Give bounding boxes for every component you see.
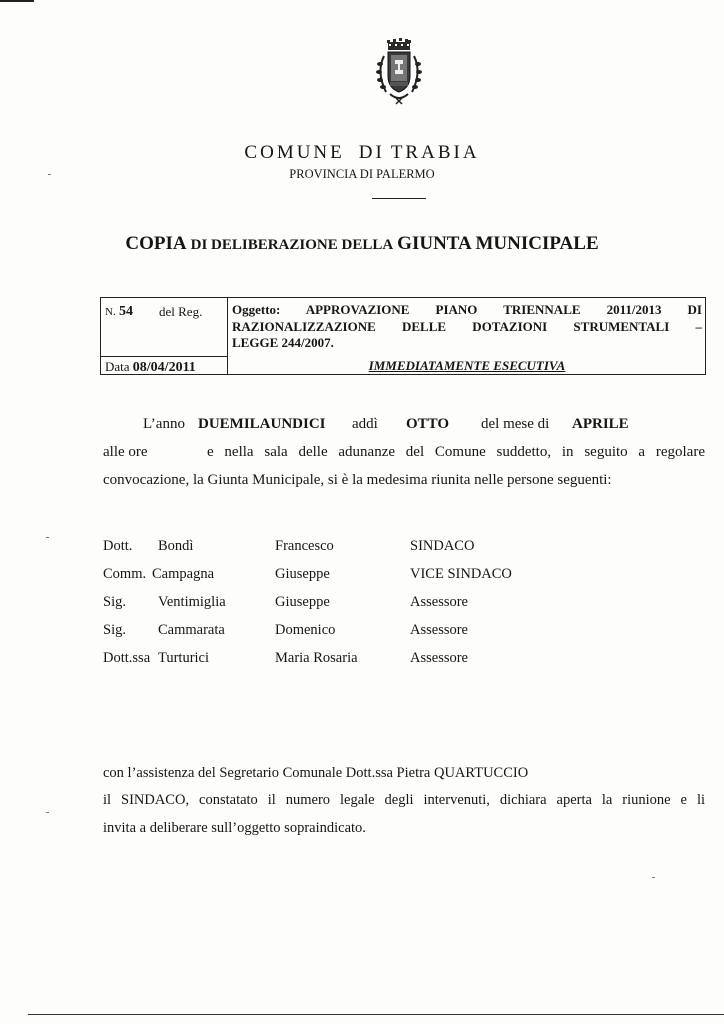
register-box	[100, 297, 706, 375]
comune-heading	[0, 142, 724, 164]
closing-line-1: con l’assistenza del Segretario Comunale Dott.ssa Pietra QUARTUCCIO	[103, 765, 529, 781]
title-middle: DI DELIBERAZIONE DELLA	[190, 237, 394, 253]
member-name: Francesco	[275, 538, 334, 554]
member-surname: Campagna	[152, 566, 215, 582]
date-label: Data	[105, 359, 130, 374]
scan-speck	[46, 812, 49, 813]
register-divider	[227, 298, 228, 374]
comune-word: TRABIA	[390, 142, 480, 163]
member-title: Dott.	[103, 538, 133, 554]
closing-line-3: invita a deliberare sull’oggetto sopraindicato.	[103, 820, 366, 836]
scan-edge-mark	[0, 0, 34, 2]
mese-value: APRILE	[572, 416, 629, 432]
title-copia: COPIA	[125, 233, 187, 254]
heading-divider	[372, 198, 426, 199]
date-value: 08/04/2011	[132, 360, 196, 375]
immediately-executive: IMMEDIATAMENTE ESECUTIVA	[368, 358, 566, 373]
intro-line-2b: e nella sala delle adunanze del Comune suddetto, in seguito a regolare	[207, 444, 705, 460]
closing-line-2: il SINDACO, constatato il numero legale degli intervenuti, dichiara aperta la riunione e li	[103, 792, 705, 808]
register-number	[105, 303, 133, 320]
member-title: Sig.	[103, 622, 126, 638]
member-row	[103, 594, 623, 622]
scan-speck	[46, 537, 49, 538]
intro-line-2a: alle ore	[103, 444, 148, 460]
members-list	[103, 538, 623, 678]
scan-speck	[652, 877, 655, 878]
comune-word: DI	[358, 142, 385, 163]
member-row	[103, 622, 623, 650]
n-value: 54	[118, 304, 133, 319]
n-label: N.	[105, 306, 116, 318]
member-role: Assessore	[410, 594, 468, 610]
register-divider	[101, 356, 227, 357]
member-name: Giuseppe	[275, 594, 330, 610]
mese-label: del mese di	[481, 416, 550, 432]
register-date	[105, 359, 196, 376]
member-name: Maria Rosaria	[275, 650, 358, 666]
member-name: Domenico	[275, 622, 336, 638]
scan-speck	[48, 174, 51, 175]
member-role: Assessore	[410, 650, 468, 666]
member-surname: Ventimiglia	[158, 594, 226, 610]
oggetto-text	[232, 302, 702, 352]
member-role: Assessore	[410, 622, 468, 638]
member-role: VICE SINDACO	[410, 566, 512, 582]
member-surname: Bondì	[158, 538, 194, 554]
member-role: SINDACO	[410, 538, 475, 554]
member-row	[103, 538, 623, 566]
anno-label: L’anno	[143, 416, 185, 432]
member-name: Giuseppe	[275, 566, 330, 582]
intro-line-3: convocazione, la Giunta Municipale, si è la medesima riunita nelle persone seguenti:	[103, 472, 612, 488]
member-title: Comm.	[103, 566, 147, 582]
member-surname: Cammarata	[158, 622, 225, 638]
member-row	[103, 650, 623, 678]
giorno-value: OTTO	[406, 416, 450, 432]
municipal-coat-of-arms-icon	[368, 36, 430, 110]
member-title: Dott.ssa	[103, 650, 151, 666]
page-bottom-rule	[28, 1014, 724, 1015]
oggetto-line: LEGGE 244/2007.	[232, 335, 334, 350]
title-giunta: GIUNTA MUNICIPALE	[397, 233, 599, 254]
anno-value: DUEMILAUNDICI	[198, 416, 326, 432]
member-row	[103, 566, 623, 594]
member-surname: Turturici	[158, 650, 210, 666]
oggetto-line: RAZIONALIZZAZIONE DELLE DOTAZIONI STRUMENTALI –	[232, 318, 702, 334]
reg-label: del Reg.	[159, 304, 203, 319]
document-title	[0, 233, 724, 255]
provincia-heading: PROVINCIA DI PALERMO	[289, 167, 435, 181]
oggetto-line: Oggetto: APPROVAZIONE PIANO TRIENNALE 2011/2013 DI	[232, 302, 702, 317]
addi-label: addì	[352, 416, 378, 432]
comune-word: COMUNE	[244, 142, 345, 163]
member-title: Sig.	[103, 594, 126, 610]
